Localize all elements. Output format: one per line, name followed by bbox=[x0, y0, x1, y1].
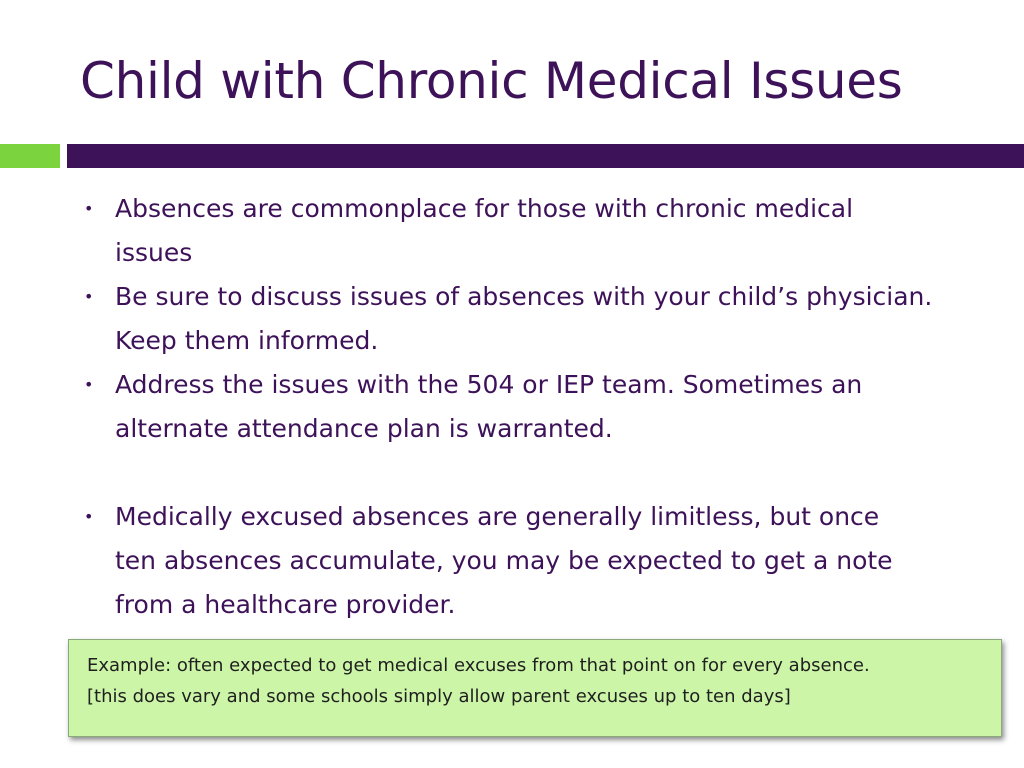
accent-bar-green bbox=[0, 144, 60, 168]
bullet-text-line: Absences are commonplace for those with chronic medical bbox=[115, 194, 854, 223]
bullet-item bbox=[80, 363, 980, 451]
note-text-line: [this does vary and some schools simply allow parent excuses up to ten days] bbox=[87, 686, 791, 707]
bullet-text-line: Address the issues with the 504 or IEP team. Sometimes an bbox=[115, 370, 863, 399]
bullet-item bbox=[80, 187, 980, 275]
bullet-text-line: alternate attendance plan is warranted. bbox=[115, 414, 613, 443]
bullet-text-line: Be sure to discuss issues of absences with your child’s physician. bbox=[115, 282, 933, 311]
bullet-dot-icon: • bbox=[84, 199, 94, 218]
bullet-dot-icon: • bbox=[84, 375, 94, 394]
slide-title: Child with Chronic Medical Issues bbox=[80, 52, 903, 110]
bullet-text-line: from a healthcare provider. bbox=[115, 590, 456, 619]
note-text-line: Example: often expected to get medical excuses from that point on for every absence. bbox=[87, 655, 870, 676]
bullet-item bbox=[80, 495, 980, 627]
bullet-dot-icon: • bbox=[84, 287, 94, 306]
bullet-text-line: Medically excused absences are generally limitless, but once bbox=[115, 502, 880, 531]
bullet-text-line: Keep them informed. bbox=[115, 326, 379, 355]
accent-bar-purple bbox=[67, 144, 1024, 168]
bullet-item bbox=[80, 275, 980, 363]
bullet-text-line: issues bbox=[115, 238, 193, 267]
example-note-box bbox=[68, 639, 1002, 737]
bullet-dot-icon: • bbox=[84, 507, 94, 526]
bullet-list bbox=[80, 187, 980, 627]
bullet-text-line: ten absences accumulate, you may be expected to get a note bbox=[115, 546, 893, 575]
